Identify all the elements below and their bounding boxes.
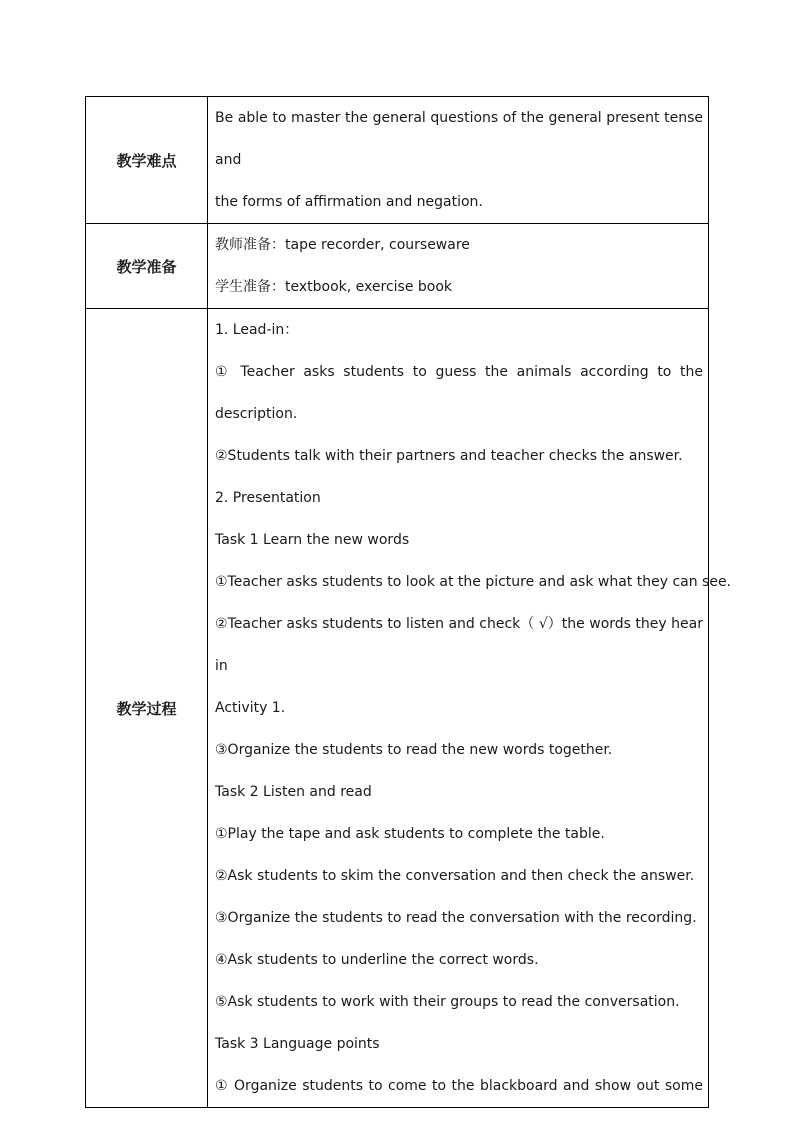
text-line: ①Teacher asks students to look at the picture and ask what they can see. <box>215 574 732 590</box>
label-teaching-difficulty: 教学难点 <box>86 97 208 224</box>
text-line: Task 2 Listen and read <box>215 784 372 800</box>
text-line: ⑤Ask students to work with their groups to read the conversation. <box>215 994 680 1010</box>
text-line: ②Ask students to skim the conversation and then check the answer. <box>215 868 695 884</box>
text-line: 1. Lead-in： <box>215 322 299 338</box>
text-line: Activity 1. <box>215 700 286 716</box>
table-row-preparation <box>86 224 709 309</box>
text-line: Task 1 Learn the new words <box>215 532 410 548</box>
table-row-difficulty <box>86 97 709 224</box>
text-line: 教师准备：tape recorder, courseware <box>215 237 470 253</box>
text-line: 2. Presentation <box>215 490 321 506</box>
label-teaching-preparation: 教学准备 <box>86 224 208 309</box>
text-line: ③Organize the students to read the conversation with the recording. <box>215 910 697 926</box>
content-teaching-difficulty <box>208 97 709 224</box>
text-line: ②Teacher asks students to listen and check（ √）the words they hear in <box>215 616 703 674</box>
text-line: 学生准备：textbook, exercise book <box>215 279 453 295</box>
text-line: ①Play the tape and ask students to complete the table. <box>215 826 605 842</box>
content-teaching-process <box>208 309 732 1108</box>
lesson-plan-table <box>85 96 732 1108</box>
text-line: ③Organize the students to read the new words together. <box>215 742 613 758</box>
text-line: ① Organize students to come to the blackboard and show out some <box>215 1078 703 1094</box>
text-line: the forms of affirmation and negation. <box>215 194 483 210</box>
label-teaching-process: 教学过程 <box>86 309 208 1108</box>
text-line: Be able to master the general questions of the general present tense and <box>215 110 703 168</box>
text-line: ②Students talk with their partners and teacher checks the answer. <box>215 448 683 464</box>
text-line: ④Ask students to underline the correct words. <box>215 952 539 968</box>
text-line: description. <box>215 406 298 422</box>
table-row-process <box>86 309 709 1108</box>
text-line: ① Teacher asks students to guess the animals according to the <box>215 364 703 380</box>
text-line: Task 3 Language points <box>215 1036 380 1052</box>
content-teaching-preparation <box>208 224 709 309</box>
